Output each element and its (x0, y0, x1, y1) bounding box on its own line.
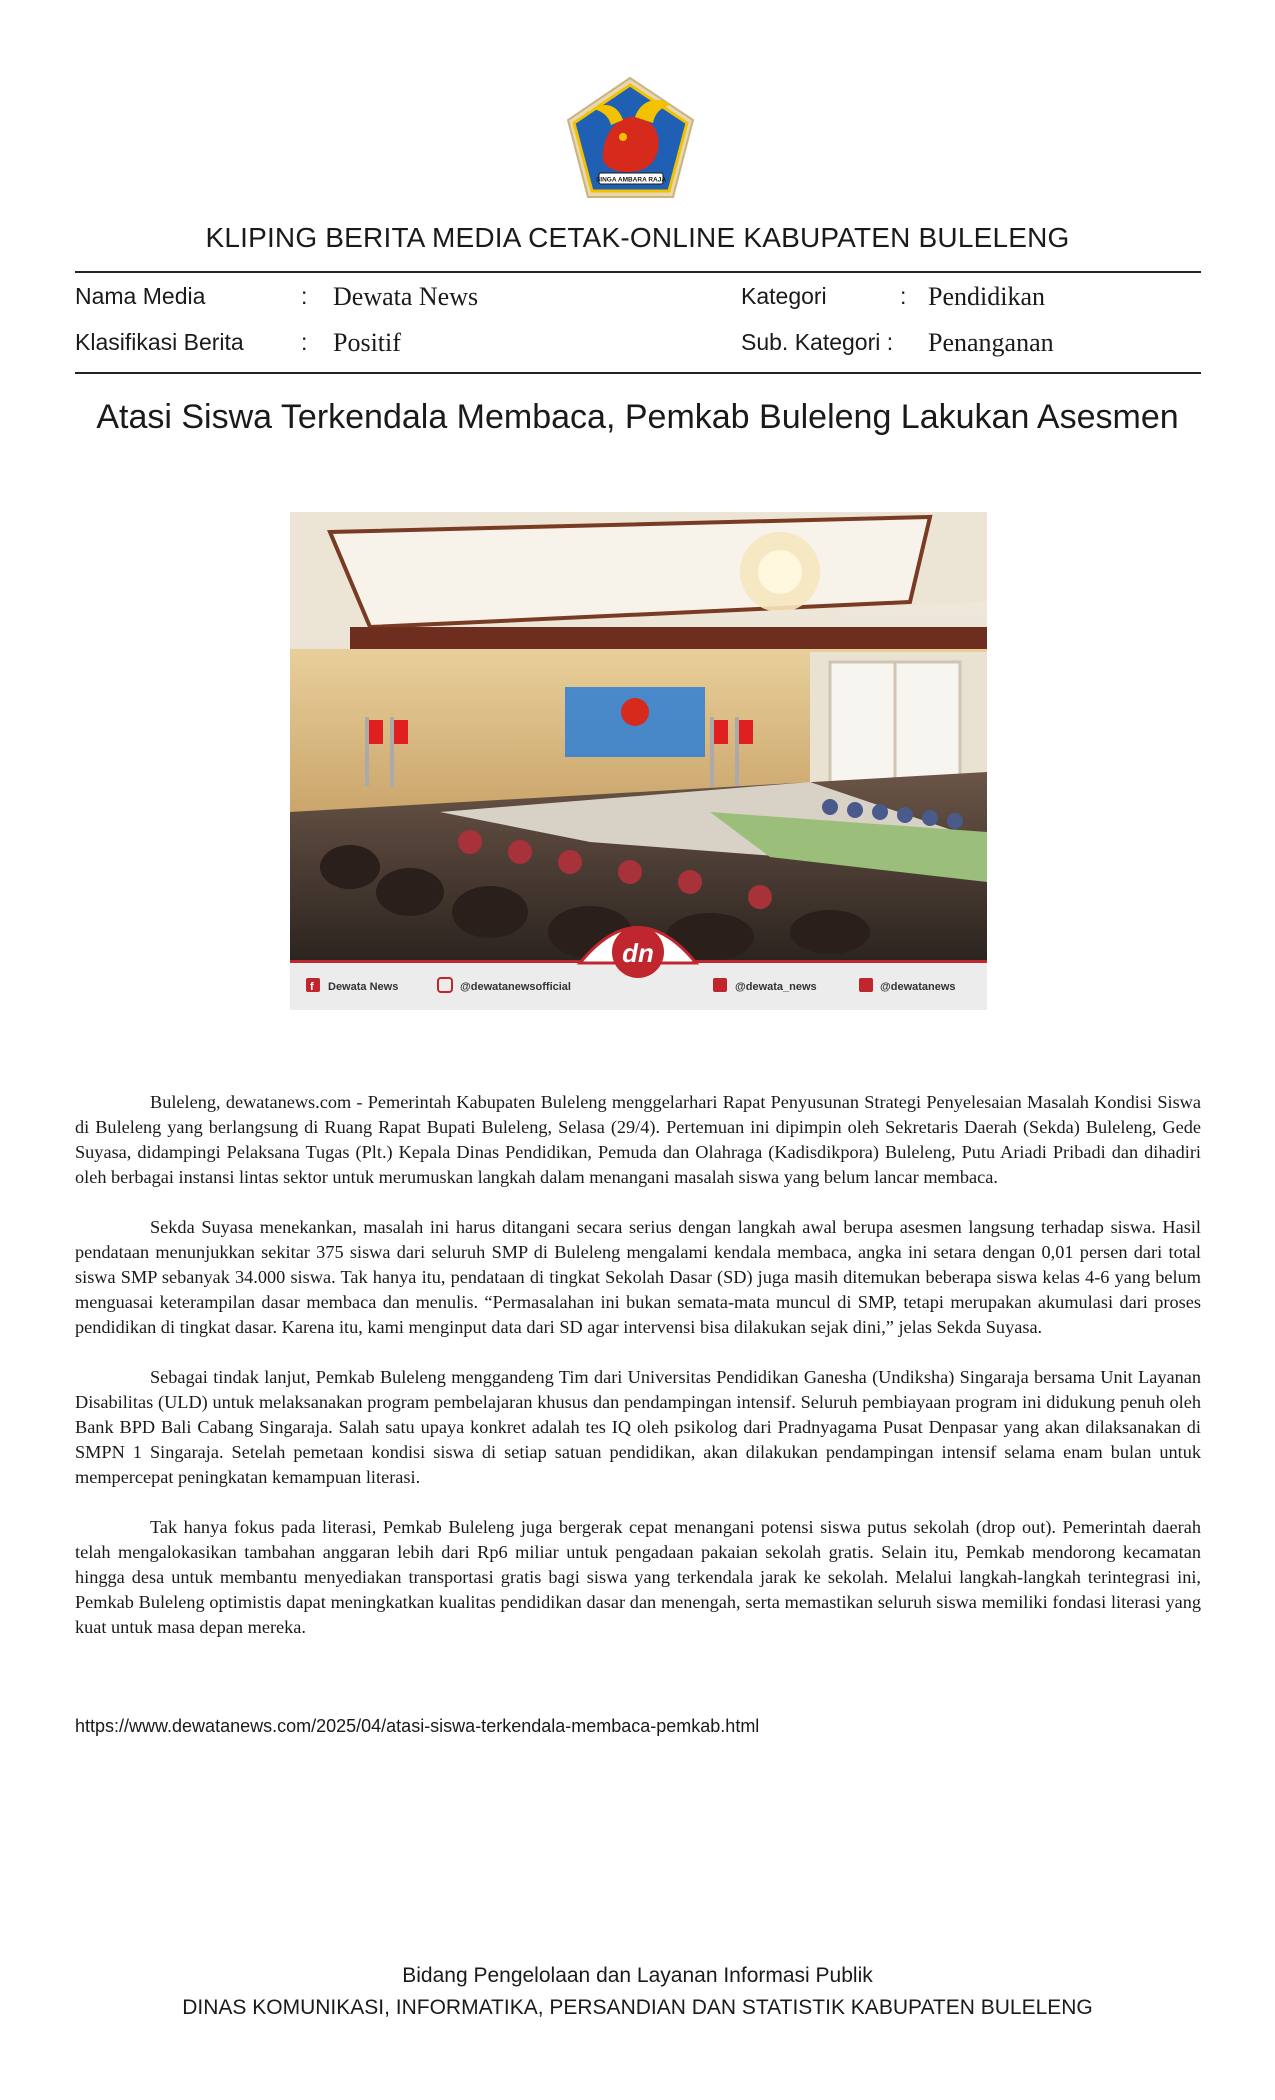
article-paragraph-4: Tak hanya fokus pada literasi, Pemkab Buleleng juga bergerak cepat menangani potensi siswa putus sekolah (drop out). Pemerintah daerah telah mengalokasikan tambahan anggaran lebih dari Rp6 miliar untuk pengadaan pakaian sekolah gratis. Selain itu, Pemkab mendorong kecamatan hingga desa untuk membantu menyediakan transportasi gratis bagi siswa yang terkendala jarak ke sekolah. Melalui langkah-langkah terintegrasi ini, Pemkab Buleleng optimistis dapat meningkatkan kualitas pendidikan dasar dan menengah, serta memastikan seluruh siswa memiliki fondasi literasi yang kuat untuk masa depan mereka. (75, 1517, 1201, 1637)
divider-bottom (75, 372, 1201, 374)
article-title: Atasi Siswa Terkendala Membaca, Pemkab Buleleng Lakukan Asesmen (96, 398, 1179, 436)
banner-tiktok-handle: @dewatanews (880, 981, 956, 993)
media-name-colon: : (301, 283, 308, 309)
banner-brand-logo: dn (622, 938, 654, 968)
banner-facebook-handle: Dewata News (328, 981, 399, 993)
article-paragraph-1: Buleleng, dewatanews.com - Pemerintah Kabupaten Buleleng menggelarhari Rapat Penyusunan Strategi Penyelesaian Masalah Kondisi Siswa di Buleleng yang berlangsung di Ruang Rapat Bupati Buleleng, Selasa (29/4). Pertemuan ini dipimpin oleh Sekretaris Daerah (Sekda) Buleleng, Gede Suyasa, didampingi Pelaksana Tugas (Plt.) Kepala Dinas Pendidikan, Pemuda dan Olahraga (Kadisdikpora) Buleleng, Putu Ariadi Pribadi dan dihadiri oleh berbagai instansi lintas sektor untuk merumuskan langkah dalam menangani masalah siswa yang belum lancar membaca. (75, 1092, 1201, 1187)
category-label: Kategori (741, 283, 827, 309)
banner-instagram-handle: @dewatanewsofficial (460, 981, 571, 993)
category-value: Pendidikan (928, 282, 1045, 311)
source-url: https://www.dewatanews.com/2025/04/atasi-siswa-terkendala-membaca-pemkab.html (75, 1716, 760, 1736)
classification-label: Klasifikasi Berita (75, 329, 244, 355)
footer-agency: DINAS KOMUNIKASI, INFORMATIKA, PERSANDIAN DAN STATISTIK KABUPATEN BULELENG (182, 1996, 1093, 2019)
kabupaten-buleleng-emblem (563, 75, 698, 200)
article-paragraph-3: Sebagai tindak lanjut, Pemkab Buleleng menggandeng Tim dari Universitas Pendidikan Ganesha (Undiksha) Singaraja bersama Unit Layanan Disabilitas (ULD) untuk melaksanakan program pembelajaran khusus dan pendampingan intensif. Seluruh pembiayaan program ini didukung penuh oleh Bank BPD Bali Cabang Singaraja. Salah satu upaya konkret adalah tes IQ oleh psikolog dari Pradnyagama Pusat Denpasar yang akan dilaksanakan di SMPN 1 Singaraja. Setelah pemetaan kondisi siswa di setiap satuan pendidikan, akan dilakukan pendampingan intensif selama enam bulan untuk mempercepat peningkatan kemampuan literasi. (75, 1367, 1201, 1487)
media-name-value: Dewata News (333, 282, 479, 311)
divider-top (75, 271, 1201, 273)
article-paragraph-2: Sekda Suyasa menekankan, masalah ini harus ditangani secara serius dengan langkah awal berupa asesmen langsung terhadap siswa. Hasil pendataan menunjukkan sekitar 375 siswa dari seluruh SMP di Buleleng mengalami kendala membaca, angka ini setara dengan 0,01 persen dari total siswa SMP sebanyak 34.000 siswa. Tak hanya itu, pendataan di tingkat Sekolah Dasar (SD) juga masih ditemukan beberapa siswa kelas 4-6 yang belum menguasai keterampilan dasar membaca dan menulis. “Permasalahan ini bukan semata-mata muncul di SMP, tetapi merupakan akumulasi dari proses pendidikan di tingkat dasar. Karena itu, kami menginput data dari SD agar intervensi bisa dilakukan sejak dini,” jelas Sekda Suyasa. (75, 1217, 1201, 1337)
clipping-header-title: KLIPING BERITA MEDIA CETAK-ONLINE KABUPATEN BULELENG (205, 222, 1070, 253)
media-name-label: Nama Media (75, 283, 206, 309)
svg-text:f: f (310, 981, 314, 993)
banner-twitter-handle: @dewata_news (735, 981, 817, 993)
subcategory-label: Sub. Kategori : (741, 329, 894, 355)
classification-colon: : (301, 329, 308, 355)
emblem-caption: SINGA AMBARA RAJA (595, 176, 667, 184)
meeting-room-photo (290, 512, 987, 1010)
footer (0, 1960, 1275, 2024)
classification-value: Positif (333, 328, 401, 357)
subcategory-value: Penanganan (928, 328, 1054, 357)
footer-division: Bidang Pengelolaan dan Layanan Informasi Publik (402, 1964, 873, 1987)
category-colon: : (900, 283, 907, 309)
article-body (75, 1090, 1201, 1665)
